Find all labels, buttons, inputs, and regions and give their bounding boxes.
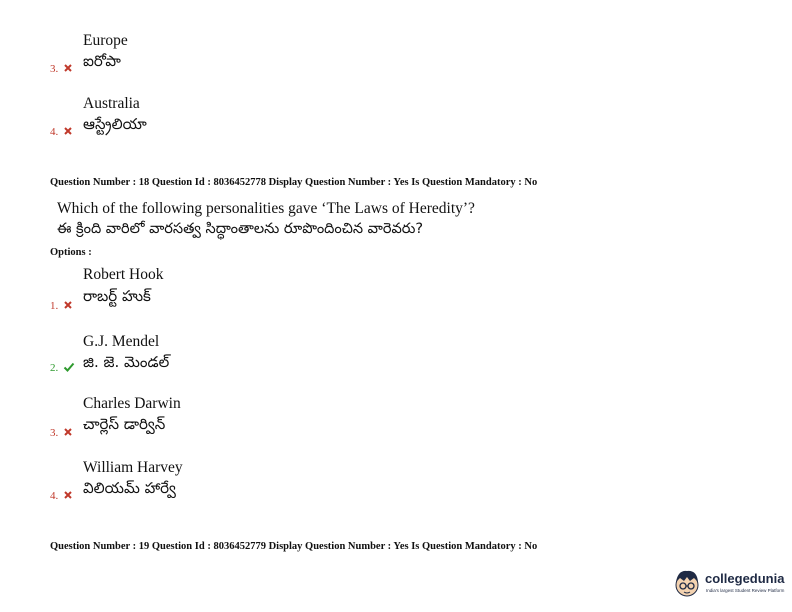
- option-text-te: ఆస్ట్రేలియా: [83, 115, 147, 133]
- cross-icon: [63, 126, 73, 136]
- option-number: 3.: [50, 63, 59, 75]
- logo-tagline: India's largest Student Review Platform: [706, 588, 785, 593]
- option-number: 1.: [50, 300, 59, 312]
- option-text-en: Charles Darwin: [83, 395, 181, 412]
- option-number: 4.: [50, 126, 59, 138]
- collegedunia-logo: [672, 566, 784, 604]
- cross-icon: [63, 300, 73, 310]
- check-icon: [63, 361, 75, 373]
- option-text-en: Australia: [83, 95, 140, 112]
- cross-icon: [63, 427, 73, 437]
- question-19-meta: Question Number : 19 Question Id : 8036452779 Display Question Number : Yes Is Question Mandatory : No: [50, 541, 538, 552]
- question-18-meta: Question Number : 18 Question Id : 8036452778 Display Question Number : Yes Is Question Mandatory : No: [50, 177, 538, 188]
- question-18-text-te: ఈ క్రింది వారిలో వారసత్వ సిద్ధాంతాలను రూపొందించిన వారెవరు?: [57, 221, 424, 237]
- option-text-te: విలియమ్ హార్వే: [83, 479, 176, 497]
- option-text-en: G.J. Mendel: [83, 333, 160, 350]
- option-text-en: William Harvey: [83, 459, 183, 476]
- option-number: 2.: [50, 362, 59, 374]
- option-text-te: జి. జె. మెండల్: [83, 353, 170, 371]
- option-text-te: చార్లెస్ డార్విన్: [83, 415, 166, 433]
- question-18-text-en: Which of the following personalities gave ‘The Laws of Heredity’?: [57, 200, 475, 217]
- options-label: Options :: [50, 247, 92, 258]
- cross-icon: [63, 63, 73, 73]
- logo-name: collegedunia: [705, 571, 785, 586]
- student-mascot-icon: [672, 568, 702, 600]
- option-text-en: Europe: [83, 32, 128, 49]
- option-text-te: రాబర్ట్ హుక్: [83, 287, 151, 305]
- option-number: 3.: [50, 427, 59, 439]
- option-text-en: Robert Hook: [83, 266, 164, 283]
- cross-icon: [63, 490, 73, 500]
- option-number: 4.: [50, 490, 59, 502]
- option-text-te: ఐరోపా: [83, 52, 121, 70]
